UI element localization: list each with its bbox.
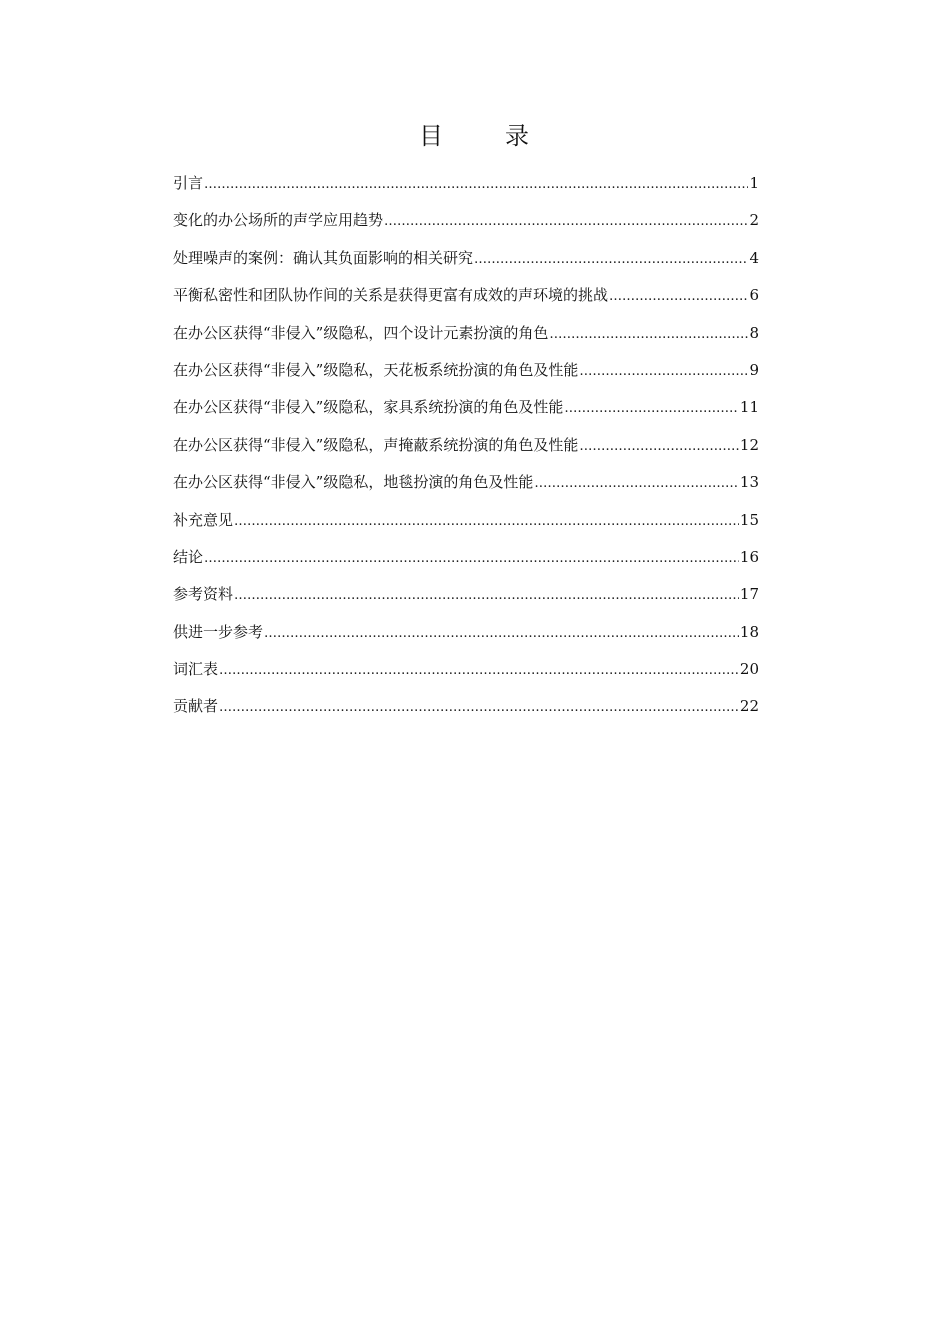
toc-entry-page: 2 bbox=[749, 211, 759, 230]
toc-entry-contributors[interactable] bbox=[173, 693, 759, 730]
toc-entry-label: 词汇表 bbox=[173, 660, 219, 679]
dot-leader bbox=[204, 545, 739, 572]
toc-list bbox=[173, 170, 759, 731]
dot-leader bbox=[264, 620, 739, 647]
toc-entry-label: 在办公区获得“非侵入”级隐私，地毯扮演的角色及性能 bbox=[173, 473, 534, 492]
dot-leader bbox=[609, 283, 748, 310]
toc-entry-page: 20 bbox=[739, 660, 759, 679]
toc-entry-furniture-systems[interactable] bbox=[173, 394, 759, 431]
toc-entry-page: 1 bbox=[749, 174, 759, 192]
toc-entry-label: 在办公区获得“非侵入”级隐私，声掩蔽系统扮演的角色及性能 bbox=[173, 435, 579, 454]
toc-entry-references[interactable] bbox=[173, 581, 759, 618]
dot-leader bbox=[384, 208, 748, 235]
toc-entry-glossary[interactable] bbox=[173, 656, 759, 693]
dot-leader bbox=[579, 358, 748, 385]
toc-entry-label: 在办公区获得“非侵入”级隐私，家具系统扮演的角色及性能 bbox=[173, 398, 564, 417]
toc-entry-page: 22 bbox=[739, 697, 759, 716]
dot-leader bbox=[219, 694, 739, 721]
toc-title-left: 目 bbox=[419, 122, 445, 150]
toc-entry-page: 9 bbox=[749, 360, 759, 379]
dot-leader bbox=[579, 433, 739, 460]
dot-leader bbox=[564, 395, 739, 422]
toc-title-right: 录 bbox=[505, 122, 531, 150]
toc-entry-privacy-collaboration[interactable] bbox=[173, 282, 759, 319]
toc-title bbox=[0, 116, 950, 151]
toc-entry-introduction[interactable] bbox=[173, 170, 759, 207]
toc-entry-page: 17 bbox=[739, 585, 759, 604]
dot-leader bbox=[219, 657, 739, 684]
toc-entry-label: 结论 bbox=[173, 547, 204, 566]
dot-leader bbox=[549, 321, 748, 348]
toc-entry-label: 处理噪声的案例：确认其负面影响的相关研究 bbox=[173, 248, 474, 267]
toc-entry-page: 4 bbox=[749, 248, 759, 267]
toc-entry-label: 在办公区获得“非侵入”级隐私，天花板系统扮演的角色及性能 bbox=[173, 360, 579, 379]
dot-leader bbox=[204, 171, 748, 198]
toc-entry-page: 11 bbox=[739, 398, 759, 417]
dot-leader bbox=[474, 246, 748, 273]
toc-entry-carpet[interactable] bbox=[173, 469, 759, 506]
toc-entry-page: 12 bbox=[739, 435, 759, 454]
toc-entry-acoustic-trends[interactable] bbox=[173, 207, 759, 244]
toc-entry-ceiling-systems[interactable] bbox=[173, 357, 759, 394]
toc-entry-label: 供进一步参考 bbox=[173, 622, 264, 641]
toc-entry-label: 参考资料 bbox=[173, 585, 234, 604]
dot-leader bbox=[534, 470, 739, 497]
toc-entry-sound-masking[interactable] bbox=[173, 432, 759, 469]
toc-entry-page: 8 bbox=[749, 323, 759, 342]
toc-entry-four-design-elements[interactable] bbox=[173, 320, 759, 357]
toc-entry-label: 贡献者 bbox=[173, 697, 219, 716]
dot-leader bbox=[234, 508, 739, 535]
toc-entry-label: 平衡私密性和团队协作间的关系是获得更富有成效的声环境的挑战 bbox=[173, 286, 609, 305]
toc-entry-page: 16 bbox=[739, 547, 759, 566]
toc-entry-label: 在办公区获得“非侵入”级隐私，四个设计元素扮演的角色 bbox=[173, 323, 549, 342]
toc-entry-noise-cases[interactable] bbox=[173, 245, 759, 282]
dot-leader bbox=[234, 582, 739, 609]
toc-entry-page: 18 bbox=[739, 622, 759, 641]
toc-entry-label: 引言 bbox=[173, 174, 204, 192]
toc-entry-additional-comments[interactable] bbox=[173, 507, 759, 544]
toc-entry-page: 13 bbox=[739, 473, 759, 492]
toc-entry-page: 6 bbox=[749, 286, 759, 305]
toc-entry-label: 补充意见 bbox=[173, 510, 234, 529]
toc-entry-label: 变化的办公场所的声学应用趋势 bbox=[173, 211, 384, 230]
toc-entry-page: 15 bbox=[739, 510, 759, 529]
toc-entry-conclusion[interactable] bbox=[173, 544, 759, 581]
toc-entry-further-reading[interactable] bbox=[173, 619, 759, 656]
